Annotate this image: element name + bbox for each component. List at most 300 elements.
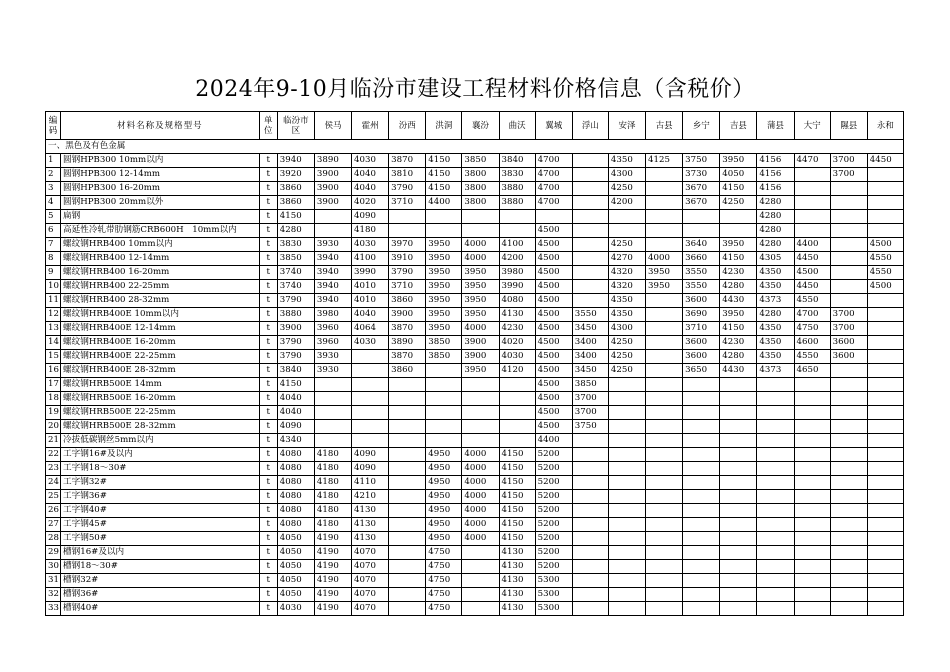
price-cell [389,518,426,532]
table-row [46,336,904,350]
unit-cell: t [259,350,277,364]
price-cell: 3790 [389,182,426,196]
price-cell: 3700 [830,322,867,336]
price-cell: 4200 [499,252,535,266]
price-cell: 4500 [535,336,572,350]
price-cell: 4950 [426,462,462,476]
price-cell [389,210,426,224]
price-cell: 3850 [462,154,499,168]
price-cell: 3550 [572,308,608,322]
price-cell: 3800 [462,168,499,182]
price-cell [646,574,683,588]
price-cell [830,252,867,266]
price-cell [757,588,794,602]
price-cell: 3650 [683,364,720,378]
price-cell [830,546,867,560]
price-cell [608,406,645,420]
table-row [46,378,904,392]
price-cell [572,168,608,182]
price-cell [608,462,645,476]
row-code: 13 [46,322,61,336]
price-cell: 4150 [499,462,535,476]
price-cell: 4500 [535,392,572,406]
price-cell: 3980 [499,266,535,280]
price-cell [426,392,462,406]
row-code: 12 [46,308,61,322]
price-cell [830,420,867,434]
column-header: 曲沃 [499,112,535,140]
price-cell: 4280 [757,224,794,238]
material-name: 螺纹钢HRB400E 10mm以内 [61,308,260,322]
unit-cell: t [259,364,277,378]
price-cell: 4190 [314,532,351,546]
price-cell: 4750 [426,588,462,602]
table-row [46,294,904,308]
price-cell: 4050 [277,546,314,560]
price-cell: 4000 [646,252,683,266]
price-cell [757,448,794,462]
price-cell: 4070 [352,574,389,588]
price-cell: 4190 [314,546,351,560]
price-cell [794,196,830,210]
price-cell [499,392,535,406]
row-code: 3 [46,182,61,196]
price-cell: 3600 [683,336,720,350]
material-name: 圆钢HPB300 10mm以内 [61,154,260,168]
price-cell: 4080 [277,448,314,462]
price-cell: 4430 [720,364,757,378]
price-cell: 3400 [572,336,608,350]
price-cell: 4150 [277,378,314,392]
price-cell [683,406,720,420]
price-cell: 5200 [535,490,572,504]
price-cell: 4500 [535,420,572,434]
row-code: 21 [46,434,61,448]
price-cell: 4280 [757,196,794,210]
price-cell: 5200 [535,532,572,546]
unit-cell: t [259,252,277,266]
price-cell [720,602,757,616]
price-cell: 4230 [499,322,535,336]
price-cell: 4700 [535,168,572,182]
price-cell: 4156 [757,154,794,168]
price-cell [720,210,757,224]
row-code: 20 [46,420,61,434]
price-cell [867,574,903,588]
page-title: 2024年9-10月临汾市建设工程材料价格信息（含税价） [195,77,755,102]
price-cell: 4500 [535,378,572,392]
price-cell [352,392,389,406]
material-name: 螺纹钢HRB400 28-32mm [61,294,260,308]
price-cell [794,448,830,462]
price-cell: 4250 [608,350,645,364]
price-cell: 4280 [757,308,794,322]
price-cell [867,364,903,378]
price-cell: 4600 [794,336,830,350]
price-cell: 3880 [277,308,314,322]
price-cell [499,420,535,434]
price-cell: 4110 [352,476,389,490]
price-cell [572,238,608,252]
price-cell: 3450 [572,364,608,378]
unit-cell: t [259,308,277,322]
price-cell: 4550 [794,294,830,308]
price-cell [757,462,794,476]
price-cell: 4500 [535,266,572,280]
price-cell [646,392,683,406]
price-cell: 3640 [683,238,720,252]
price-cell: 3660 [683,252,720,266]
price-cell [757,476,794,490]
price-cell: 4030 [499,350,535,364]
price-cell [757,420,794,434]
price-cell [683,448,720,462]
price-cell: 4500 [535,294,572,308]
price-cell [572,532,608,546]
price-cell [462,588,499,602]
price-cell: 4150 [426,182,462,196]
table-row [46,574,904,588]
material-name: 槽钢16#及以内 [61,546,260,560]
price-cell: 4050 [720,168,757,182]
price-cell: 5200 [535,560,572,574]
category-label: 一、黑色及有色金属 [46,140,904,154]
price-cell [608,378,645,392]
price-cell [867,602,903,616]
price-cell [314,420,351,434]
price-cell: 4000 [462,252,499,266]
price-cell: 4250 [608,336,645,350]
price-cell [720,588,757,602]
price-cell: 3930 [314,350,351,364]
price-cell [720,518,757,532]
material-name: 螺纹钢HRB500E 22-25mm [61,406,260,420]
row-code: 26 [46,504,61,518]
material-name: 圆钢HPB300 12-14mm [61,168,260,182]
price-cell [572,266,608,280]
price-cell: 3970 [389,238,426,252]
price-cell: 4550 [794,350,830,364]
column-header: 翼城 [535,112,572,140]
price-cell [867,378,903,392]
price-cell: 4070 [352,546,389,560]
price-cell: 5300 [535,588,572,602]
price-cell: 3550 [683,280,720,294]
price-cell [867,392,903,406]
row-code: 30 [46,560,61,574]
table-row [46,462,904,476]
table-row [46,476,904,490]
category-row [46,140,904,154]
price-cell: 4500 [535,350,572,364]
price-cell [720,420,757,434]
price-cell: 3700 [572,406,608,420]
price-cell [794,588,830,602]
column-header: 吉县 [720,112,757,140]
price-cell [646,476,683,490]
price-cell: 3890 [314,154,351,168]
price-cell: 3700 [830,154,867,168]
price-cell [830,434,867,448]
price-cell: 4030 [277,602,314,616]
price-cell: 4030 [352,238,389,252]
price-cell [830,490,867,504]
price-cell: 3790 [277,336,314,350]
price-cell: 3790 [277,294,314,308]
price-cell [794,546,830,560]
price-cell [499,224,535,238]
price-cell: 3870 [389,350,426,364]
price-cell: 4130 [352,504,389,518]
price-cell: 4180 [314,504,351,518]
price-cell [608,560,645,574]
price-cell: 3710 [389,196,426,210]
price-cell [757,602,794,616]
price-cell [462,378,499,392]
price-cell [683,518,720,532]
price-cell [499,378,535,392]
price-cell [830,210,867,224]
price-cell: 4280 [277,224,314,238]
unit-cell: t [259,518,277,532]
price-cell [646,182,683,196]
row-code: 9 [46,266,61,280]
row-code: 8 [46,252,61,266]
price-cell: 4090 [277,420,314,434]
price-cell: 4080 [277,504,314,518]
price-cell: 4020 [352,196,389,210]
price-cell [794,462,830,476]
price-cell [462,602,499,616]
price-cell: 4180 [314,490,351,504]
material-name: 螺纹钢HRB400E 28-32mm [61,364,260,378]
price-cell: 3700 [830,308,867,322]
row-code: 11 [46,294,61,308]
price-cell: 3880 [499,182,535,196]
price-cell: 4700 [794,308,830,322]
price-cell [683,602,720,616]
price-cell [830,196,867,210]
price-cell [794,378,830,392]
price-cell [646,350,683,364]
table-row [46,532,904,546]
price-cell: 3920 [277,168,314,182]
material-name: 螺纹钢HRB400 12-14mm [61,252,260,266]
price-cell: 5200 [535,462,572,476]
price-cell [646,238,683,252]
price-cell [426,434,462,448]
price-cell [608,490,645,504]
unit-cell: t [259,196,277,210]
price-cell: 4150 [499,490,535,504]
price-cell: 4500 [535,238,572,252]
price-cell: 3940 [314,294,351,308]
price-cell: 4250 [608,364,645,378]
row-code: 15 [46,350,61,364]
price-cell: 3950 [426,322,462,336]
price-cell [314,406,351,420]
price-cell: 4150 [720,322,757,336]
price-cell [867,504,903,518]
price-cell: 4190 [314,560,351,574]
price-cell [352,434,389,448]
price-cell [352,350,389,364]
table-row [46,518,904,532]
price-cell: 4150 [426,154,462,168]
price-cell [572,546,608,560]
price-cell [608,224,645,238]
price-cell [683,420,720,434]
price-cell [646,364,683,378]
price-cell: 4050 [277,532,314,546]
price-cell: 4080 [277,476,314,490]
price-cell [683,210,720,224]
table-row [46,168,904,182]
price-cell [352,406,389,420]
price-cell [646,504,683,518]
price-cell: 4020 [499,336,535,350]
row-code: 5 [46,210,61,224]
price-cell [646,168,683,182]
price-cell [830,294,867,308]
price-cell [389,504,426,518]
price-cell [608,532,645,546]
price-cell: 4150 [499,532,535,546]
price-cell [499,210,535,224]
price-cell: 3900 [389,308,426,322]
price-cell [757,560,794,574]
price-cell: 4450 [867,154,903,168]
table-row [46,602,904,616]
column-header: 古县 [646,112,683,140]
table-row [46,392,904,406]
price-cell [389,224,426,238]
price-cell: 4550 [867,252,903,266]
price-cell [757,406,794,420]
price-cell [830,532,867,546]
price-cell: 3800 [462,196,499,210]
price-cell: 4700 [535,196,572,210]
price-cell [830,462,867,476]
price-cell: 4230 [720,266,757,280]
price-cell [608,588,645,602]
price-cell: 4350 [608,308,645,322]
price-cell [646,322,683,336]
price-cell [646,224,683,238]
price-cell: 4350 [757,280,794,294]
price-cell: 3990 [499,280,535,294]
price-cell: 3710 [389,280,426,294]
price-cell: 3950 [426,266,462,280]
price-cell [646,462,683,476]
price-cell [389,546,426,560]
price-cell: 4000 [462,490,499,504]
price-cell: 3850 [572,378,608,392]
unit-cell: t [259,602,277,616]
price-cell [830,364,867,378]
price-cell: 3880 [499,196,535,210]
price-cell [867,518,903,532]
price-cell: 4040 [352,308,389,322]
price-cell [572,588,608,602]
table-row [46,364,904,378]
price-cell: 3840 [277,364,314,378]
price-cell: 4000 [462,462,499,476]
price-cell: 4090 [352,462,389,476]
price-cell: 3860 [277,196,314,210]
price-cell: 4650 [794,364,830,378]
price-cell: 4000 [462,532,499,546]
price-cell: 4125 [646,154,683,168]
price-cell: 3910 [389,252,426,266]
price-cell [683,392,720,406]
price-cell: 3940 [314,252,351,266]
price-cell: 3950 [462,364,499,378]
price-cell: 3990 [352,266,389,280]
price-cell [794,434,830,448]
price-cell: 4350 [757,350,794,364]
price-cell: 3830 [499,168,535,182]
table-header-row [46,112,904,140]
price-cell: 3900 [462,350,499,364]
price-cell: 4130 [499,560,535,574]
price-cell: 4500 [535,280,572,294]
column-header: 洪洞 [426,112,462,140]
price-cell [867,196,903,210]
price-cell [683,378,720,392]
price-cell [794,602,830,616]
price-cell: 4190 [314,602,351,616]
column-header: 乡宁 [683,112,720,140]
price-cell [683,490,720,504]
price-cell [794,560,830,574]
price-cell [646,378,683,392]
price-cell: 3700 [830,168,867,182]
price-cell [830,266,867,280]
price-cell [794,574,830,588]
table-row [46,504,904,518]
price-cell: 4280 [720,280,757,294]
unit-cell: t [259,210,277,224]
price-cell [683,504,720,518]
price-cell: 4150 [499,518,535,532]
table-row [46,210,904,224]
table-row [46,588,904,602]
price-cell: 3850 [426,336,462,350]
row-code: 14 [46,336,61,350]
price-cell [867,476,903,490]
price-cell [608,546,645,560]
column-header: 安泽 [608,112,645,140]
row-code: 19 [46,406,61,420]
price-cell [572,196,608,210]
price-cell: 3830 [277,238,314,252]
price-cell [389,406,426,420]
price-cell: 4350 [608,154,645,168]
price-cell: 5300 [535,602,572,616]
price-cell [720,476,757,490]
material-name: 螺纹钢HRB400 10mm以内 [61,238,260,252]
price-cell [646,336,683,350]
row-code: 16 [46,364,61,378]
unit-cell: t [259,546,277,560]
price-cell: 3600 [683,350,720,364]
price-cell: 3860 [389,364,426,378]
price-cell: 4450 [794,280,830,294]
price-cell: 3960 [314,336,351,350]
price-cell: 4180 [352,224,389,238]
price-cell: 3950 [426,280,462,294]
